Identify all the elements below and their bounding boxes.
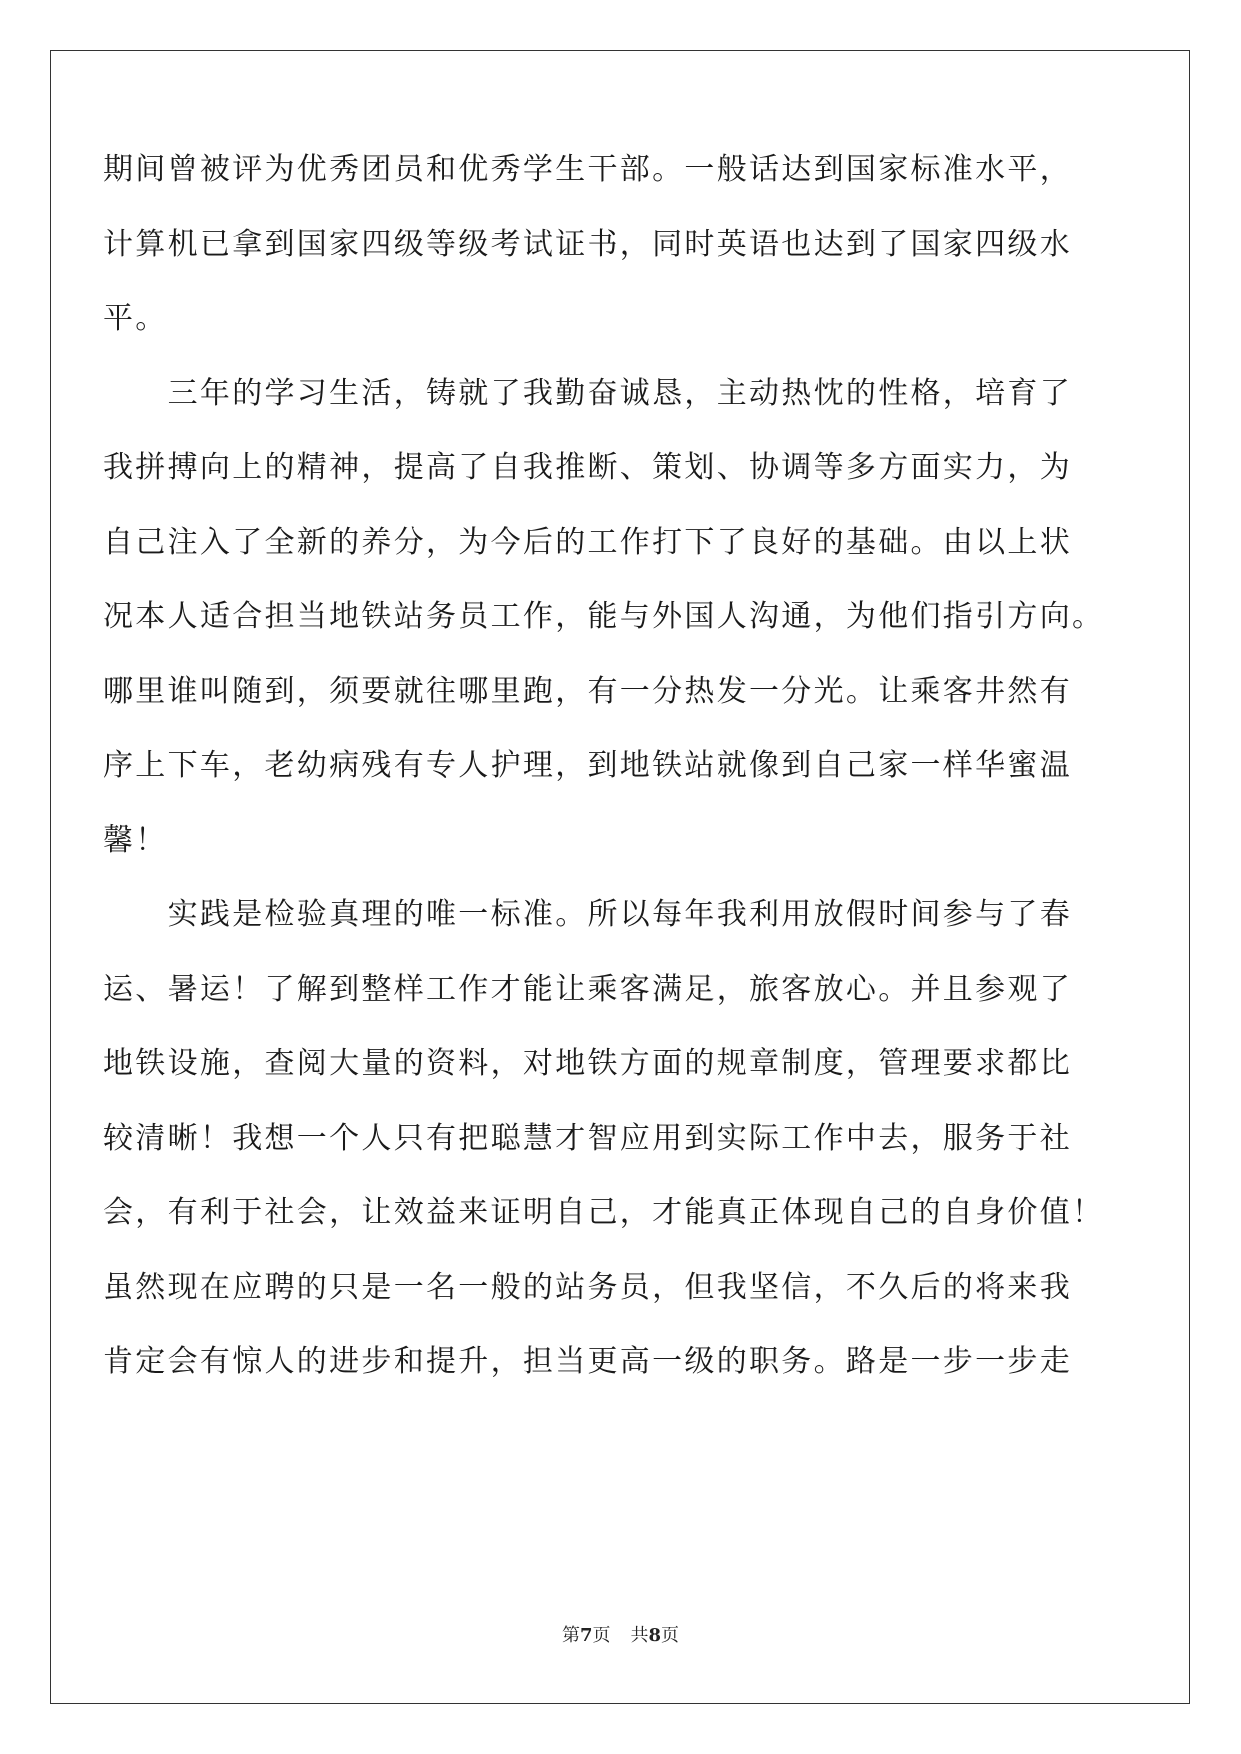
- text-line: 较清晰！我想一个人只有把聪慧才智应用到实际工作中去，服务于社: [103, 1120, 1072, 1156]
- text-line: 哪里谁叫随到，须要就往哪里跑，有一分热发一分光。让乘客井然有: [103, 673, 1072, 709]
- total-prefix: 共: [630, 1625, 649, 1646]
- text-line: 自己注入了全新的养分，为今后的工作打下了良好的基础。由以上状: [103, 524, 1072, 560]
- total-suffix: 页: [661, 1625, 680, 1646]
- page-current: 7: [579, 1625, 593, 1646]
- text-line: 地铁设施，查阅大量的资料，对地铁方面的规章制度，管理要求都比: [103, 1046, 1072, 1081]
- text-line: 期间曾被评为优秀团员和优秀学生干部。一般话达到国家标准水平，: [103, 152, 1072, 187]
- text-line: 我拼搏向上的精神，提高了自我推断、策划、协调等多方面实力，为: [103, 450, 1072, 485]
- page-footer: [0, 1625, 1241, 1647]
- text-line: 况本人适合担当地铁站务员工作，能与外国人沟通，为他们指引方向。: [103, 599, 1105, 634]
- page-suffix: 页: [592, 1625, 611, 1646]
- text-line: 馨！: [103, 822, 168, 858]
- text-line: 肯定会有惊人的进步和提升，担当更高一级的职务。路是一步一步走: [103, 1344, 1072, 1379]
- text-line: 序上下车，老幼病残有专人护理，到地铁站就像到自己家一样华蜜温: [103, 748, 1072, 783]
- text-line: 虽然现在应聘的只是一名一般的站务员，但我坚信，不久后的将来我: [103, 1269, 1072, 1305]
- text-line: 平。: [103, 301, 168, 336]
- text-line: 三年的学习生活，铸就了我勤奋诚恳，主动热忱的性格，培育了: [103, 375, 1072, 411]
- text-line: 实践是检验真理的唯一标准。所以每年我利用放假时间参与了春: [103, 897, 1072, 932]
- page-prefix: 第: [561, 1625, 580, 1646]
- page-total: 8: [648, 1625, 662, 1646]
- text-line: 计算机已拿到国家四级等级考试证书，同时英语也达到了国家四级水: [103, 226, 1072, 262]
- document-body: [103, 152, 1105, 1422]
- text-line: 会，有利于社会，让效益来证明自己，才能真正体现自己的自身价值！: [103, 1195, 1105, 1230]
- text-line: 运、暑运！了解到整样工作才能让乘客满足，旅客放心。并且参观了: [103, 971, 1072, 1007]
